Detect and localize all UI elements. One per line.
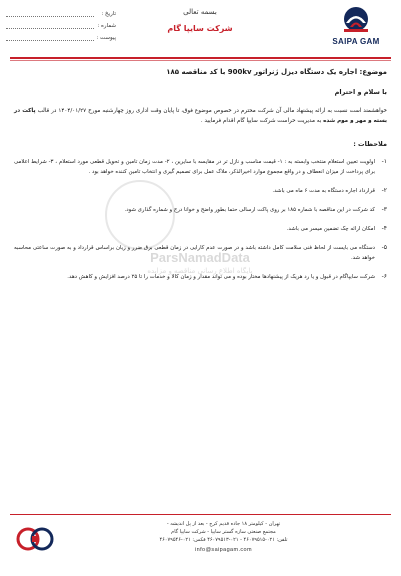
intro-text-bold: پاکت در بسته و مهر و موم شده: [14, 108, 387, 124]
footer-address-2: مجتمع صنعتی سازه گستر سایپا - شرکت سایپا گام: [171, 529, 276, 535]
letter-footer: [60, 520, 387, 554]
saipa-gam-logo-icon: [339, 6, 373, 36]
note-item: [14, 186, 387, 196]
note-number: ۱-: [381, 158, 387, 165]
letter-greeting: با سلام و احترام: [334, 88, 387, 96]
logo-text: SAIPA GAM: [332, 37, 380, 46]
number-line: [6, 23, 94, 29]
note-item: [14, 205, 387, 215]
note-number: ۳-: [381, 206, 387, 213]
note-text: شرکت سایپاگام در قبول و یا رد هریک از پیشنهادها مختار بوده و می تواند مقدار و زمان کالا و خدمات را تا ۲۵ درصد افزایش و کاهش دهد.: [67, 274, 375, 280]
note-text: کد شرکت در این مناقصه با شماره ۱۸۵ بر روی پاکت ارسالی حتما بطور واضح و خوانا درج و شماره گذاری شود.: [124, 207, 375, 213]
footer-divider: [10, 514, 391, 515]
letter-body: [14, 68, 387, 282]
date-line: [6, 11, 94, 17]
letter-subject: موضوع: اجاره یک دستگاه دیزل ژنراتور 900kv با کد مناقصه ۱۸۵: [166, 68, 387, 76]
note-text: دستگاه می بایست از لحاظ فنی سلامت کامل داشته باشد و در صورت عدم کارایی در زمان قطعی برق ضرر و زیان براساس قرارداد و به صورت ساعتی محاسبه خواهد شد.: [14, 245, 375, 261]
footer-email[interactable]: info@saipagam.com: [194, 547, 253, 553]
meta-number-row: [6, 20, 116, 32]
letter-heading: [140, 8, 260, 33]
note-item: [14, 224, 387, 234]
intro-paragraph: [14, 106, 387, 126]
watermark-tagline: پایگاه اطلاع رسانی مناقصه و مزایده: [147, 267, 253, 275]
company-name: شرکت سایپا گام: [167, 24, 233, 33]
note-item: [14, 272, 387, 282]
note-text: امکان ارائه چک تضمین میسر می باشد.: [286, 226, 375, 232]
note-number: ۲-: [381, 187, 387, 194]
watermark-brand: ParsNamadData: [150, 250, 250, 265]
footer-logo-icon: [16, 522, 54, 556]
letter-meta: [6, 8, 116, 44]
bismillah: بسمه تعالی: [183, 8, 217, 16]
note-number: ۴-: [381, 225, 387, 232]
header-divider: [10, 57, 391, 59]
date-label: تاریخ :: [101, 11, 116, 17]
footer-address-1: تهران - کیلومتر ۱۸ جاده قدیم کرج - بعد از پل اندیشه -: [166, 521, 281, 527]
note-item: [14, 243, 387, 263]
header-divider-thin: [10, 60, 391, 61]
note-text: اولویت تعیین استعلام منتخب وابسته به : ۱- قیمت مناسب و نازل تر در مقایسه با سایرین ، ۲- مدت زمان تامین و تحویل قطعی مورد استعلام ، ۳- شرایط اعلامی برای پرداخت از میزان انعطاف و در واقع مجموع موارد اخیرالذکر، ملاک عمل برای تصمیم گیری و انتخاب تامین کننده خواهد بود .: [14, 159, 376, 175]
note-item: [14, 157, 387, 177]
intro-text-2: به مدیریت حراست شرکت سایپا گام اقدام فرمایید .: [200, 118, 324, 124]
attachment-label: پیوست :: [96, 35, 116, 41]
attachment-line: [6, 35, 94, 41]
footer-phone: تلفن: ۰۲۱-۴۶۰۷۹۵۱۵ - ۰۲۱-۴۶۰۷۹۵۱۳ فکس: ۰۲۱-۴۶۰۷۹۵۴۶: [159, 537, 288, 543]
number-label: شماره :: [97, 23, 116, 29]
meta-attachment-row: [6, 32, 116, 44]
company-logo: [325, 6, 387, 50]
note-text: قرارداد اجاره دستگاه به مدت ۶ ماه می باشد.: [272, 188, 375, 194]
meta-date-row: [6, 8, 116, 20]
notes-title: ملاحظات :: [353, 140, 387, 148]
note-number: ۶-: [381, 273, 387, 280]
intro-text-1: خواهشمند است نسبت به ارائه پیشنهاد مالی آن شرکت محترم در خصوص موضوع فوق، تا پایان وقت اداری روز چهارشنبه مورخ ۱۴۰۴/۰۱/۲۷ در قالب: [35, 108, 388, 114]
note-number: ۵-: [381, 244, 387, 251]
